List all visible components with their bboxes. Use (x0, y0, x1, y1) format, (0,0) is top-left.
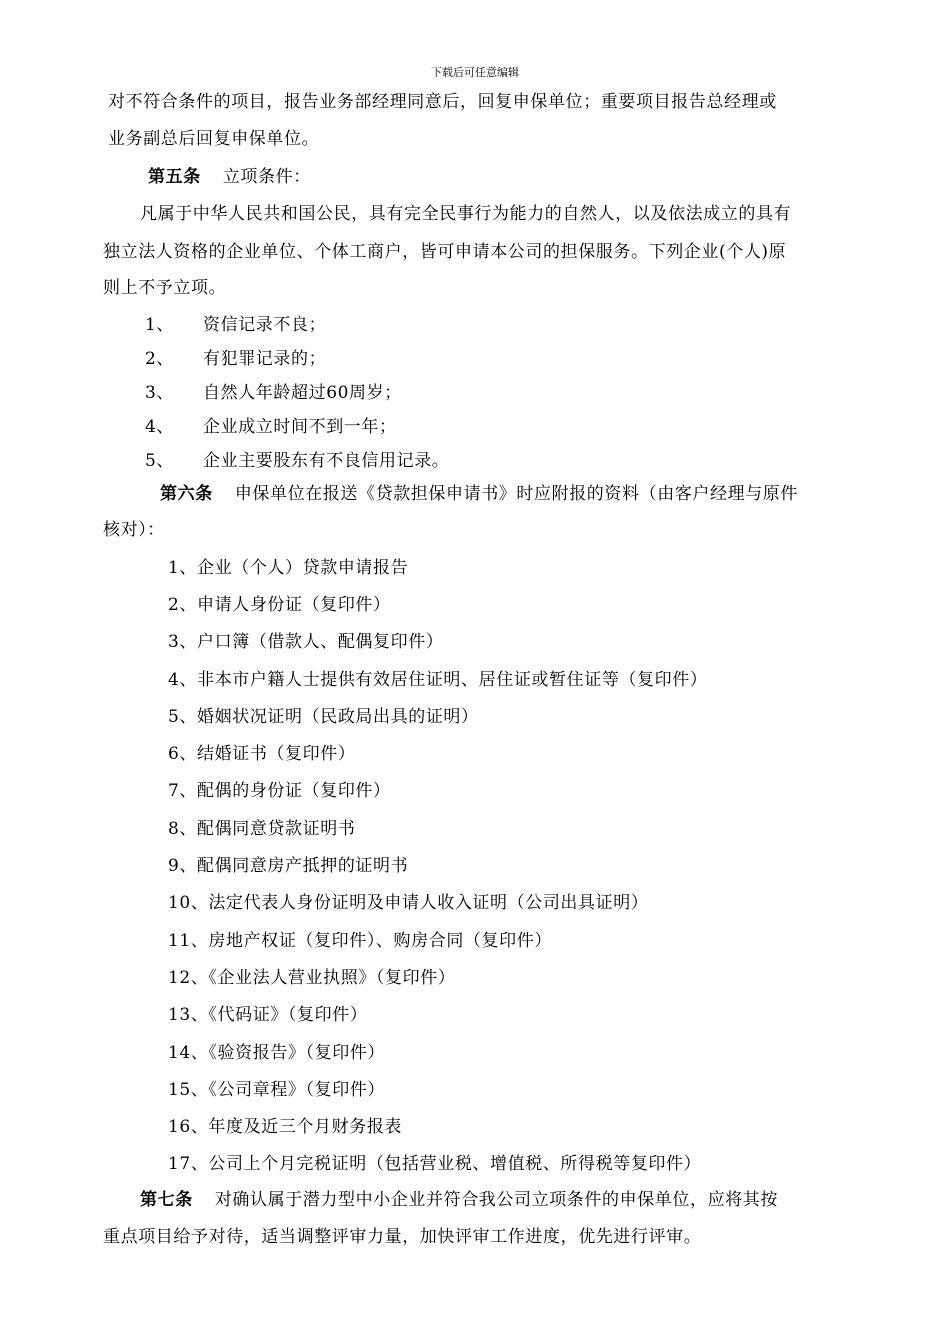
intro-line-2: 业务副总后回复申保单位。 (108, 129, 320, 149)
article5-body-2: 独立法人资格的企业单位、个体工商户，皆可申请本公司的担保服务。下列企业(个人)原 (103, 242, 787, 262)
item-number: 1、 (145, 315, 175, 335)
article6-item: 16、年度及近三个月财务报表 (168, 1117, 403, 1137)
article5-item (145, 381, 402, 405)
article5-item (145, 449, 449, 473)
page-header: 下载后可任意编辑 (431, 66, 519, 79)
article6-item: 7、配偶的身份证（复印件） (168, 781, 391, 801)
article6-item: 10、法定代表人身份证明及申请人收入证明（公司出具证明） (168, 893, 649, 913)
article6-item: 14、《验资报告》（复印件） (168, 1043, 386, 1063)
article6-item: 4、非本市户籍人士提供有效居住证明、居住证或暂住证等（复印件） (168, 670, 708, 690)
article6-text-2: 核对）： (103, 520, 165, 540)
article6-item: 15、《公司章程》（复印件） (168, 1080, 386, 1100)
intro-line-1: 对不符合条件的项目，报告业务部经理同意后，回复申保单位；重要项目报告总经理或 (108, 92, 777, 112)
article5-item (145, 313, 326, 337)
item-number: 2、 (145, 349, 175, 369)
article7-label: 第七条 (140, 1190, 193, 1210)
article6-item: 13、《代码证》（复印件） (168, 1005, 368, 1025)
article7-text-1: 对确认属于潜力型中小企业并符合我公司立项条件的申保单位，应将其按 (214, 1190, 779, 1210)
article6-item: 2、申请人身份证（复印件） (168, 595, 391, 615)
article6-item: 5、婚姻状况证明（民政局出具的证明） (168, 707, 479, 727)
article6-item: 6、结婚证书（复印件） (168, 744, 356, 764)
item-number: 3、 (145, 383, 175, 403)
article5-label: 第五条 (148, 167, 201, 187)
item-text: 企业主要股东有不良信用记录。 (203, 451, 450, 471)
item-text: 有犯罪记录的； (203, 349, 327, 369)
item-text: 自然人年龄超过60周岁； (203, 383, 402, 403)
article6-item: 8、配偶同意贷款证明书 (168, 819, 356, 839)
article6-text-1: 申保单位在报送《贷款担保申请书》时应附报的资料（由客户经理与原件 (234, 484, 799, 504)
article6-item: 1、企业（个人）贷款申请报告 (168, 558, 409, 578)
article6-heading (160, 482, 798, 506)
article6-label: 第六条 (160, 484, 213, 504)
article5-title: 立项条件： (222, 167, 311, 187)
article7-heading (140, 1188, 778, 1212)
article6-item: 3、户口簿（借款人、配偶复印件） (168, 632, 444, 652)
item-number: 5、 (145, 451, 175, 471)
article6-item: 12、《企业法人营业执照》（复印件） (168, 968, 456, 988)
article5-item (145, 415, 397, 439)
article5-body-1: 凡属于中华人民共和国公民，具有完全民事行为能力的自然人，以及依法成立的具有 (140, 204, 792, 224)
article5-body-3: 则上不予立项。 (103, 278, 227, 298)
article6-item: 17、公司上个月完税证明（包括营业税、增值税、所得税等复印件） (168, 1154, 702, 1174)
article6-item: 9、配偶同意房产抵押的证明书 (168, 856, 409, 876)
item-text: 企业成立时间不到一年； (203, 417, 397, 437)
item-number: 4、 (145, 417, 175, 437)
article6-item: 11、房地产权证（复印件）、购房合同（复印件） (168, 931, 552, 951)
item-text: 资信记录不良； (203, 315, 327, 335)
article5-heading (148, 165, 311, 189)
article7-text-2: 重点项目给予对待，适当调整评审力量，加快评审工作进度，优先进行评审。 (103, 1227, 702, 1247)
article5-item (145, 347, 326, 371)
